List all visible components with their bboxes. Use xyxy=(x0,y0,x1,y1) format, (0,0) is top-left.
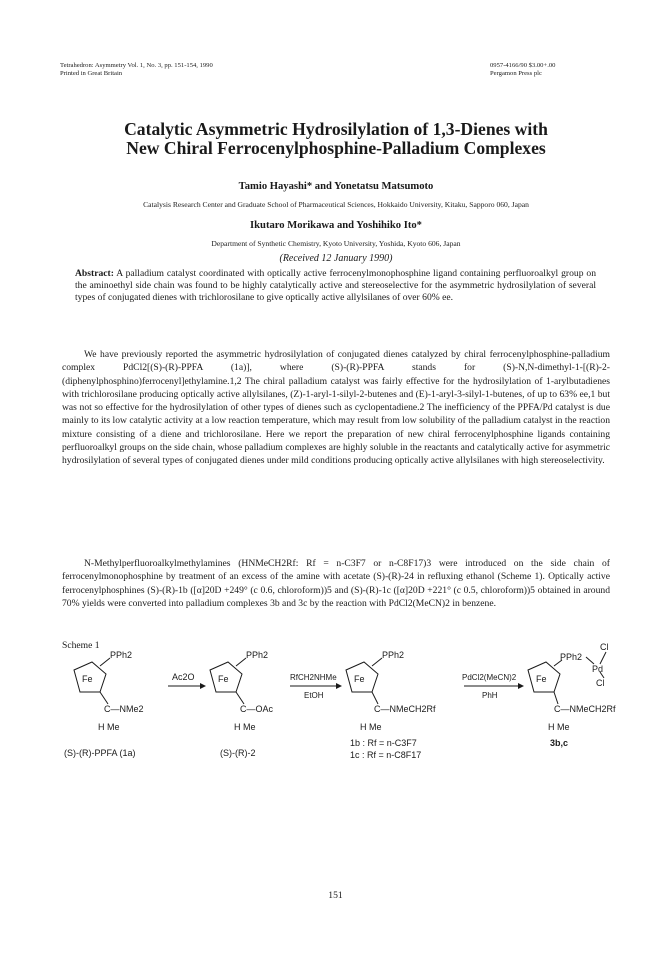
paper-title xyxy=(60,120,612,158)
bond-line xyxy=(236,658,246,666)
bond-line xyxy=(236,692,244,704)
substituent-label: C—NMe2 xyxy=(104,704,144,714)
title-line-1: Catalytic Asymmetric Hydrosilylation of 1,3-Dienes with xyxy=(124,119,548,139)
pph2-label: PPh2 xyxy=(560,652,583,662)
h-me-label: H Me xyxy=(360,722,382,732)
title-line-2: New Chiral Ferrocenylphosphine-Palladium Complexes xyxy=(126,138,546,158)
h-me-label: H Me xyxy=(234,722,256,732)
page-number: 151 xyxy=(328,890,343,901)
substituent-label: C—NMeCH2Rf xyxy=(374,704,436,714)
bond-line xyxy=(554,692,558,704)
bond-line xyxy=(100,692,108,704)
compound-caption: 3b,c xyxy=(550,738,569,748)
compound-1a xyxy=(64,650,144,758)
affiliation-2: Department of Synthetic Chemistry, Kyoto University, Yoshida, Kyoto 606, Japan xyxy=(211,239,461,248)
h-me-label: H Me xyxy=(548,722,570,732)
reagent-label: RfCH2NHMe xyxy=(290,673,337,682)
pph2-label: PPh2 xyxy=(382,650,405,660)
pph2-label: PPh2 xyxy=(110,650,133,660)
reagent-label: EtOH xyxy=(304,691,324,700)
compound-caption: 1c : Rf = n-C8F17 xyxy=(350,750,422,760)
compound-2 xyxy=(210,650,274,758)
reagent-label: PdCl2(MeCN)2 xyxy=(462,673,517,682)
compound-3bc xyxy=(528,642,616,748)
cl-label: Cl xyxy=(600,642,609,652)
compound-caption: 1b : Rf = n-C3F7 xyxy=(350,738,417,748)
bond-line xyxy=(600,652,606,664)
authors-1: Tamio Hayashi* and Yonetatsu Matsumoto xyxy=(238,181,434,192)
journal-line-1: Tetrahedron: Asymmetry Vol. 1, No. 3, pp. 151-154, 1990 xyxy=(60,62,213,69)
affiliation-1: Catalysis Research Center and Graduate School of Pharmaceutical Sciences, Hokkaido University, Kitaku, Sapporo 060, Japan xyxy=(143,200,529,209)
issn-line-2: Pergamon Press plc xyxy=(490,70,542,78)
arrow-head xyxy=(518,683,524,689)
authors-2: Ikutaro Morikawa and Yoshihiko Ito* xyxy=(250,220,422,231)
substituent-label: C—OAc xyxy=(240,704,274,714)
arrow-head xyxy=(336,683,342,689)
bond-line xyxy=(372,692,378,704)
journal-citation xyxy=(60,62,213,79)
fe-label: Fe xyxy=(354,674,365,684)
journal-line-2: Printed in Great Britain xyxy=(60,70,123,78)
pph2-label: PPh2 xyxy=(246,650,269,660)
issn-line-1: 0957-4166/90 $3.00+.00 xyxy=(490,62,556,69)
abstract-text: A palladium catalyst coordinated with optically active ferrocenylmonophosphine ligand containing perfluoroalkyl group on the aminoethyl side chain was found to be highly catalytically active and stereoselective for the asymmetric hydrosilylation of several types of conjugated dienes with trichlorosilane to give optically active allylsilanes of over 60% ee. xyxy=(75,268,596,303)
paragraph-1: We have previously reported the asymmetric hydrosilylation of conjugated dienes catalyzed by chiral ferrocenylphosphine-palladium complex PdCl2[(S)-(R)-PPFA (1a)], where (S)-(R)-PPFA stands for (S)-N,N-dimethyl-1-[(R)-2-(diphenylphosphino)ferrocenyl]ethylamine.1,2 The chiral palladium catalyst was fairly effective for the hydrosilylation of 1-arylbutadienes with trichlorosilane producing optically active allylsilanes, (Z)-1-aryl-1-silyl-2-butenes and (E)-1-aryl-3-silyl-1-butenes, of up to 63% ee,1 but was not so effective for the hydrosilylation of other types of dienes such as cyclopentadiene.2 The inefficiency of the PPFA/Pd catalyst is due mainly to its low catalytic activity at a low reaction temperature, which may result from low solubility of the palladium catalyst in the reaction mixture consisting of a diene and trichlorosilane. Here we report the preparation of new chiral ferrocenylphosphine ligands containing perfluoroalkyl groups on the side chain, whose palladium complexes are highly soluble in the reactants and catalytically active for asymmetric hydrosilylation of several types of conjugated dienes under mild conditions producing optically active allylsilanes with high stereoselectivity. xyxy=(62,349,610,467)
bond-line xyxy=(372,658,382,666)
scheme-label: Scheme 1 xyxy=(62,640,100,651)
bond-line xyxy=(586,657,594,664)
arrow-head xyxy=(200,683,206,689)
fe-label: Fe xyxy=(536,674,547,684)
cl-label: Cl xyxy=(596,678,605,688)
compound-caption: (S)-(R)-2 xyxy=(220,748,256,758)
compound-1bc xyxy=(346,650,436,760)
received-date: (Received 12 January 1990) xyxy=(279,253,393,264)
substituent-label: C—NMeCH2Rf xyxy=(554,704,616,714)
reagent-label: Ac2O xyxy=(172,672,195,682)
paragraph-2: N-Methylperfluoroalkylmethylamines (HNMeCH2Rf: Rf = n-C3F7 or n-C8F17)3 were introduced on the side chain of ferrocenylmonophosphine by treatment of an excess of the amine with acetate (S)-(R)-24 in refluxing ethanol (Scheme 1). Optically active ferrocenylphosphines (S)-(R)-1b ([α]20D +249° (c 0.6, chloroform))5 and (S)-(R)-1c ([α]20D +221° (c 0.5, chloroform))5 obtained in around 70% yields were converted into palladium complexes 3b and 3c by the reaction with PdCl2(MeCN)2 in benzene. xyxy=(62,558,610,609)
abstract-label: Abstract: xyxy=(75,268,114,279)
bond-line xyxy=(100,658,110,666)
fe-label: Fe xyxy=(82,674,93,684)
issn-block xyxy=(490,62,555,79)
pd-label: Pd xyxy=(592,664,604,674)
compound-caption: (S)-(R)-PPFA (1a) xyxy=(64,748,136,758)
abstract xyxy=(75,268,596,304)
h-me-label: H Me xyxy=(98,722,120,732)
reagent-label: PhH xyxy=(482,691,498,700)
fe-label: Fe xyxy=(218,674,229,684)
